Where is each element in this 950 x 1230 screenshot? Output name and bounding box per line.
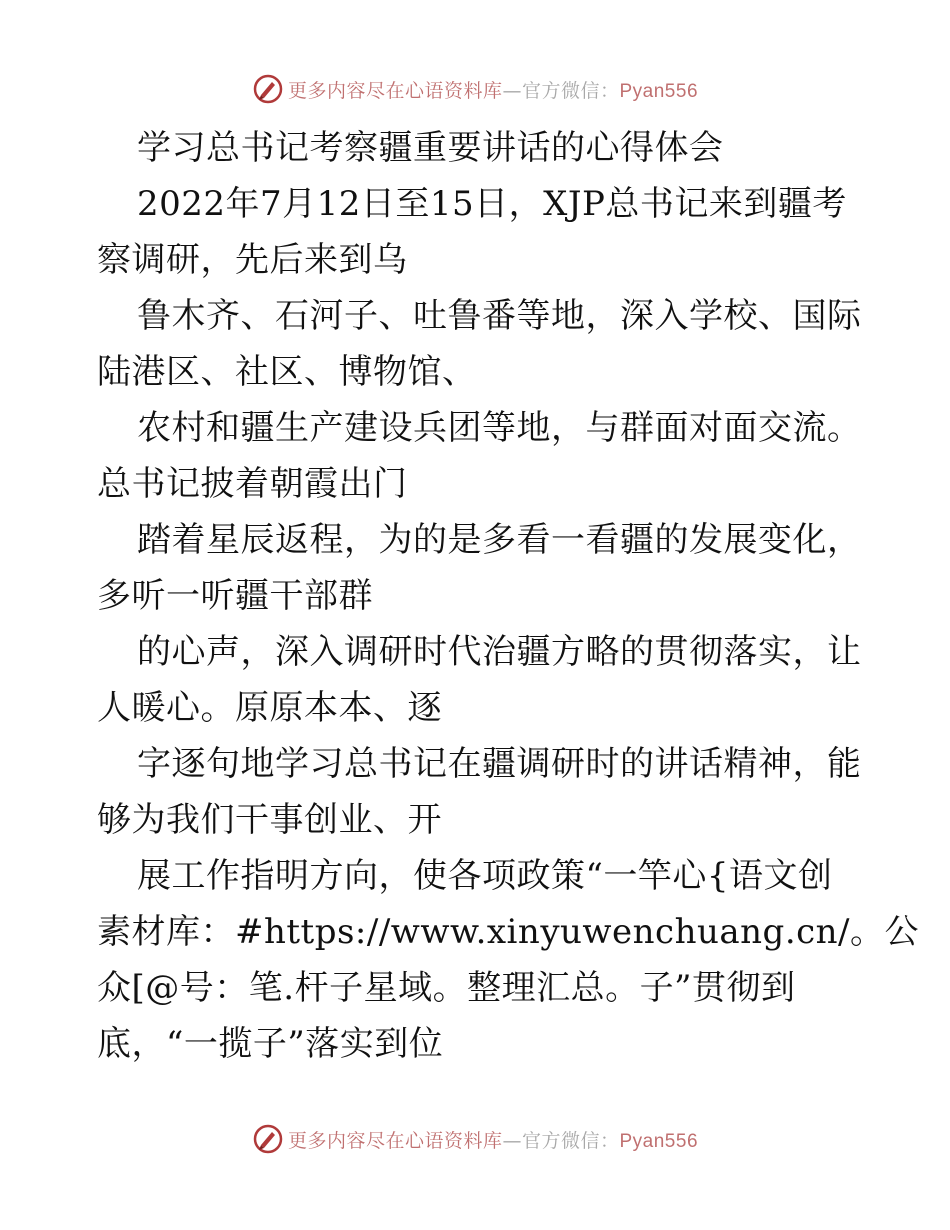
- text-line: 字逐句地学习总书记在疆调研时的讲话精神，能: [137, 744, 862, 784]
- text-line: 展工作指明方向，使各项政策“一竿心{语文创: [137, 856, 833, 896]
- text-line: 总书记披着朝霞出门: [97, 464, 408, 504]
- text-line: 底，“一揽子”落实到位: [97, 1024, 444, 1064]
- text-line: 察调研，先后来到乌: [97, 240, 408, 280]
- text-line: 2022年7月12日至15日，XJP总书记来到疆考: [137, 184, 847, 224]
- text-line: 学习总书记考察疆重要讲话的心得体会: [137, 128, 724, 168]
- text-line: 够为我们干事创业、开: [97, 800, 442, 840]
- text-line: 陆港区、社区、博物馆、: [97, 352, 477, 392]
- text-line: 踏着星辰返程，为的是多看一看疆的发展变化，: [137, 520, 862, 560]
- text-line: 农村和疆生产建设兵团等地，与群面对面交流。: [137, 408, 862, 448]
- text-line: 鲁木齐、石河子、吐鲁番等地，深入学校、国际: [137, 296, 862, 336]
- text-line: 人暖心。原原本本、逐: [97, 688, 442, 728]
- pen-logo-icon: [252, 1123, 284, 1155]
- pen-logo-icon: [252, 73, 284, 105]
- footer-watermark: [0, 1122, 950, 1156]
- document-body: [97, 120, 920, 1072]
- header-watermark: [0, 72, 950, 106]
- watermark-text: 更多内容尽在心语资料库—官方微信：Pyan556: [287, 79, 699, 102]
- text-line: 众[@号：笔.杆子星域。整理汇总。子”贯彻到: [97, 968, 796, 1008]
- watermark-text: 更多内容尽在心语资料库—官方微信：Pyan556: [287, 1129, 699, 1152]
- text-line: 素材库：#https://www.xinyuwenchuang.cn/。公: [97, 912, 920, 952]
- text-line: 的心声，深入调研时代治疆方略的贯彻落实，让: [137, 632, 862, 672]
- text-line: 多听一听疆干部群: [97, 576, 373, 616]
